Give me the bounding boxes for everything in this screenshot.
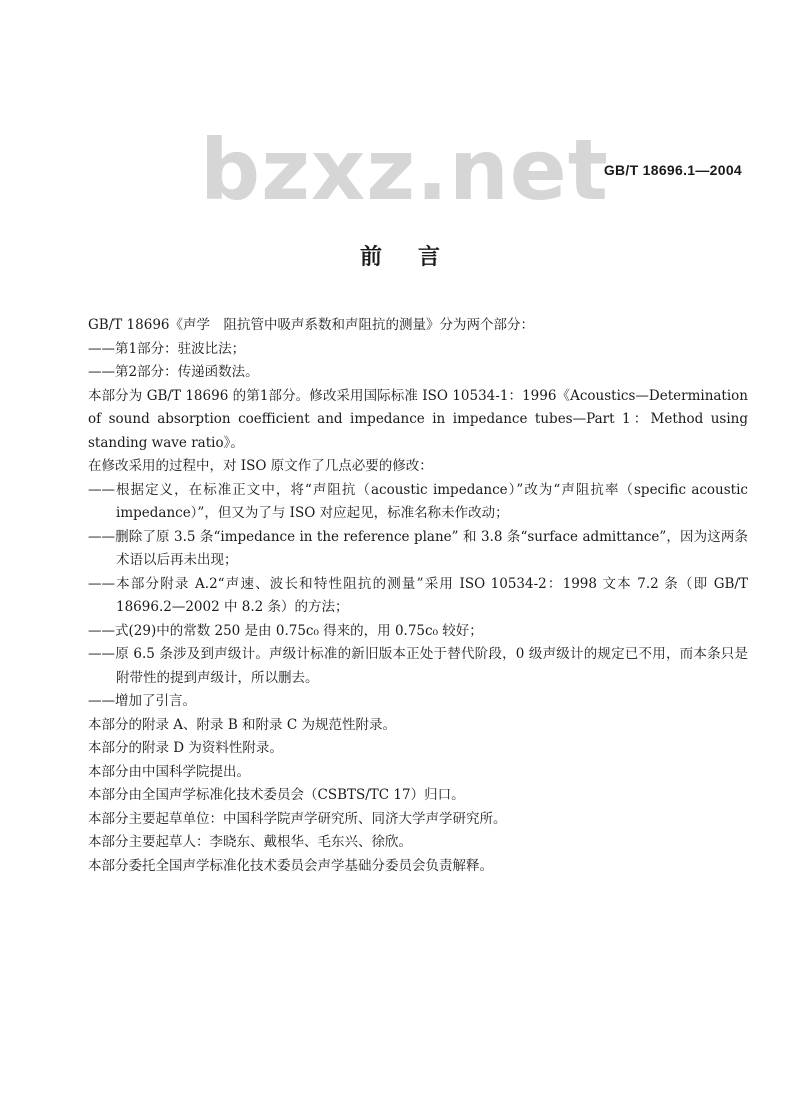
list-item: ——根据定义，在标准正文中，将“声阻抗（acoustic impedance）”改为“声阻抗率（specific acoustic impedance）”，但又为了与 ISO 对应起见，标准名称未作改动； xyxy=(88,481,748,521)
page-title: 前言 xyxy=(359,244,476,270)
watermark: bzxz.net xyxy=(200,121,609,219)
list-item: ——式(29)中的常数 250 是由 0.75c₀ 得来的，用 0.75c₀ 较好； xyxy=(88,622,483,639)
committee-paragraph: 本部分由全国声学标准化技术委员会（CSBTS/TC 17）归口。 xyxy=(88,787,465,803)
annex-informative-paragraph: 本部分的附录 D 为资料性附录。 xyxy=(88,740,283,756)
annex-normative-paragraph: 本部分的附录 A、附录 B 和附录 C 为规范性附录。 xyxy=(88,716,396,733)
adoption-paragraph: 本部分为 GB/T 18696 的第1部分。修改采用国际标准 ISO 10534-1：1996《Acoustics—Determination of sound absorption coefficient and impedance in impedance tubes—Part 1：Method using standing wave ratio》。 xyxy=(88,387,748,451)
proposer-paragraph: 本部分由中国科学院提出。 xyxy=(88,763,250,780)
drafters-paragraph: 本部分主要起草人：李晓东、戴根华、毛东兴、徐欣。 xyxy=(88,834,412,850)
list-item: ——第2部分：传递函数法。 xyxy=(88,364,259,380)
document-body xyxy=(88,314,748,878)
list-item: ——本部分附录 A.2“声速、波长和特性阻抗的测量”采用 ISO 10534-2：1998 文本 7.2 条（即 GB/T 18696.2—2002 中 8.2 条）的方法； xyxy=(88,575,748,615)
modification-intro: 在修改采用的过程中，对 ISO 原文作了几点必要的修改： xyxy=(88,458,433,474)
drafting-units-paragraph: 本部分主要起草单位：中国科学院声学研究所、同济大学声学研究所。 xyxy=(88,810,507,827)
interpretation-paragraph: 本部分委托全国声学标准化技术委员会声学基础分委员会负责解释。 xyxy=(88,857,493,874)
list-item: ——删除了原 3.5 条“impedance in the reference plane” 和 3.8 条“surface admittance”，因为这两条术语以后再未出现； xyxy=(88,528,748,568)
list-item: ——第1部分：驻波比法； xyxy=(88,340,246,357)
standard-code: GB/T 18696.1—2004 xyxy=(603,162,742,178)
list-item: ——增加了引言。 xyxy=(88,693,196,709)
list-item: ——原 6.5 条涉及到声级计。声级计标准的新旧版本正处于替代阶段，0 级声级计的规定已不用，而本条只是附带性的提到声级计，所以删去。 xyxy=(88,646,748,686)
intro-paragraph: GB/T 18696《声学 阻抗管中吸声系数和声阻抗的测量》分为两个部分： xyxy=(88,317,534,333)
